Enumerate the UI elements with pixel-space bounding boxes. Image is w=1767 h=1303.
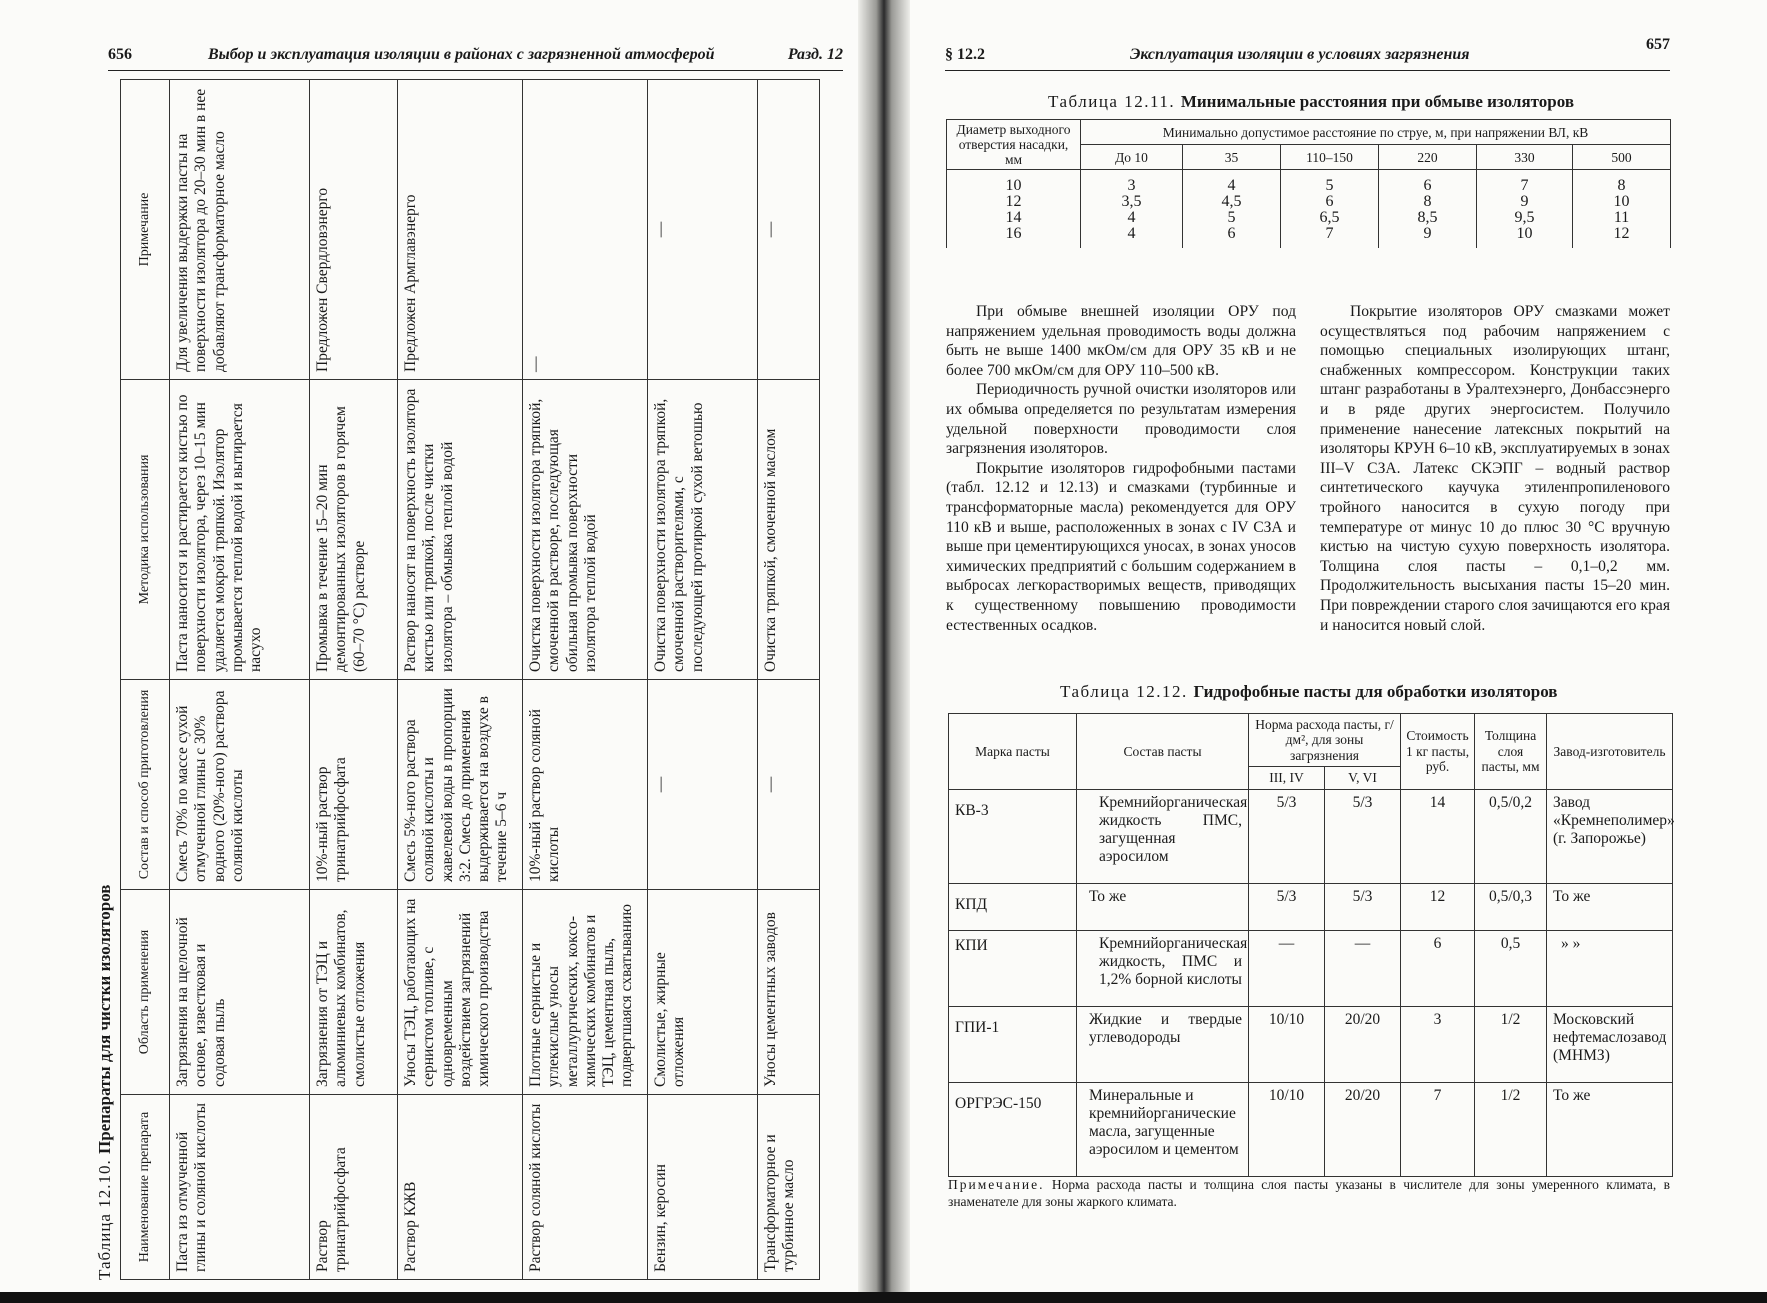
table-12-11-header-row: [947, 120, 1671, 145]
table-cell: Бензин, керосин: [648, 1095, 758, 1280]
table-12-12-note: [948, 1176, 1670, 1210]
table-cell: 20/20: [1325, 1082, 1401, 1176]
table-row: [949, 883, 1673, 930]
table-cell: Раствор КЖВ: [398, 1095, 523, 1280]
table-cell: 12: [1401, 883, 1475, 930]
table-cell: 0,5/0,2: [1475, 789, 1547, 883]
table-cell: —: [1325, 930, 1401, 1006]
table-12-12-caption-title: Гидрофобные пасты для обработки изоляторов: [1193, 682, 1558, 701]
table-cell: 1/2: [1475, 1006, 1547, 1082]
table-cell: 1/2: [1475, 1082, 1547, 1176]
header-cell: Область применения: [121, 890, 170, 1095]
table-cell: —: [523, 80, 648, 380]
left-section-label: Разд. 12: [787, 46, 843, 63]
table-cell: —: [758, 680, 820, 890]
table-cell: Паста наносится и растирается кистью по поверхности изолятора, через 10–15 мин удаляется мокрой тряпкой. Изолятор промывается теплой водой и вытирается насухо: [170, 380, 310, 680]
header-cell: Завод-изготовитель: [1547, 714, 1673, 790]
table-cell: Раствор наносят на поверхность изолятора кистью или тряпкой, после чистки изолятора – обмывка теплой водой: [398, 380, 523, 680]
table-12-10-caption-label: Таблица 12.10.: [95, 1159, 114, 1280]
table-cell: 10 12 14 16: [947, 170, 1081, 249]
right-running-title: Эксплуатация изоляции в условиях загрязнения: [1130, 46, 1470, 63]
body-text-right-column: [1320, 302, 1670, 635]
table-cell: То же: [1077, 883, 1249, 930]
header-cell: До 10: [1081, 145, 1183, 170]
table-cell: Завод «Кремнеполимер» (г. Запорожье): [1547, 789, 1673, 883]
scan-bottom-edge: [0, 1292, 1767, 1303]
header-cell: III, IV: [1249, 767, 1325, 789]
table-cell: ГПИ-1: [949, 1006, 1077, 1082]
table-cell: 14: [1401, 789, 1475, 883]
table-cell: Очистка тряпкой, смоченной маслом: [758, 380, 820, 680]
table-cell: Раствор тринатрийфосфата: [310, 1095, 398, 1280]
table-row: [949, 930, 1673, 1006]
header-cell: Стоимость 1 кг пасты, руб.: [1401, 714, 1475, 790]
right-running-header: [945, 36, 1670, 71]
table-12-10-wrapper: [90, 80, 870, 1290]
table-cell: Паста из отмученной глины и соляной кислоты: [170, 1095, 310, 1280]
table-cell: Смесь 5%-ного раствора соляной кислоты и жавелевой воды в пропорции 3:2. Смесь до применения выдерживается на воздухе в течение 5–6 ч: [398, 680, 523, 890]
table-row: [949, 1006, 1673, 1082]
table-cell: 7 9 9,5 10: [1477, 170, 1573, 249]
paragraph: Периодичность ручной очистки изоляторов или их обмыва определяется по результатам измерения удельной поверхности проводимости слоя загрязнения изоляторов.: [946, 381, 1296, 458]
header-cell: Состав и способ приготовления: [121, 680, 170, 890]
note-label: Примечание.: [948, 1177, 1045, 1192]
table-cell: —: [648, 80, 758, 380]
table-cell: Смесь 70% по массе сухой отмученной глины с 30% водного (20%-ного) раствора соляной кислоты: [170, 680, 310, 890]
body-text-left-column: [946, 302, 1296, 635]
table-cell: КПД: [949, 883, 1077, 930]
table-cell: 0,5/0,3: [1475, 883, 1547, 930]
table-12-12-caption-label: Таблица 12.12.: [1060, 682, 1188, 701]
table-row: [523, 80, 648, 1280]
table-cell: » »: [1547, 930, 1673, 1006]
table-row: [949, 789, 1673, 883]
table-cell: 4 4,5 5 6: [1183, 170, 1281, 249]
table-cell: 10/10: [1249, 1006, 1325, 1082]
table-cell: КВ-3: [949, 789, 1077, 883]
table-12-11: [946, 119, 1671, 248]
header-cell: Норма расхода пасты, г/дм², для зоны загрязнения: [1249, 714, 1401, 767]
table-cell: Плотные сернистые и углекислые уносы металлургических, коксо-химических комбинатов и ТЭЦ, цементная пыль, подвергшаяся схватыванию: [523, 890, 648, 1095]
header-cell: Диаметр выходного отверстия насадки, мм: [947, 120, 1081, 170]
paragraph: Покрытие изоляторов ОРУ смазками может осуществляться под рабочим напряжением с помощью специальных изолирующих штанг, снабженных компрессором. Конструкции таких штанг разработаны в Уралтехэнерго, Донбассэнерго и в ряде других энергосистем. Получило применение нанесение латексных покрытий на изоляторы КРУН 6–10 кВ, эксплуатируемых в зонах III–V СЗА. Латекс СКЭПГ – водный раствор синтетического каучука этиленпропиленового тройного наносится в сухую погоду при температуре от минус 10 до плюс 30 °С вручную кистью на чистую сухую поверхность изолятора. Толщина слоя пасты – 0,1–0,2 мм. Продолжительность высыхания пасты 15–20 мин. При повреждении старого слоя зачищаются его края и наносится новый слой.: [1320, 303, 1670, 634]
left-running-title: Выбор и эксплуатация изоляции в районах с загрязненной атмосферой: [208, 46, 715, 63]
table-12-10: [120, 79, 820, 1280]
table-row: [758, 80, 820, 1280]
table-row: [170, 80, 310, 1280]
header-cell: Примечание: [121, 80, 170, 380]
table-cell: Уносы ТЭЦ, работающих на сернистом топливе, с одновременным воздействием загрязнений химического производства: [398, 890, 523, 1095]
header-cell: Состав пасты: [1077, 714, 1249, 790]
table-cell: Смолистые, жирные отложения: [648, 890, 758, 1095]
header-cell: 35: [1183, 145, 1281, 170]
table-12-10-caption: [90, 80, 120, 1280]
table-cell: Загрязнения от ТЭЦ и алюминиевых комбинатов, смолистые отложения: [310, 890, 398, 1095]
table-cell: 6: [1401, 930, 1475, 1006]
header-cell: 500: [1573, 145, 1671, 170]
table-row: [949, 1082, 1673, 1176]
table-cell: Предложен Армглавэнерго: [398, 80, 523, 380]
table-cell: —: [1249, 930, 1325, 1006]
table-cell: 10/10: [1249, 1082, 1325, 1176]
table-cell: Кремнийорганическая жидкость ПМС, загущенная аэросилом: [1077, 789, 1249, 883]
header-cell: Марка пасты: [949, 714, 1077, 790]
table-cell: Очистка поверхности изолятора тряпкой, смоченной в растворе, последующая обильная промывка поверхности изолятора теплой водой: [523, 380, 648, 680]
header-cell: V, VI: [1325, 767, 1401, 789]
table-cell: 20/20: [1325, 1006, 1401, 1082]
right-section-label: § 12.2: [945, 46, 985, 63]
header-cell: Методика использования: [121, 380, 170, 680]
table-cell: —: [758, 80, 820, 380]
table-12-11-caption-title: Минимальные расстояния при обмыве изоляторов: [1180, 92, 1575, 111]
table-12-10-caption-title: Препараты для чистки изоляторов: [95, 884, 114, 1155]
table-cell: То же: [1547, 883, 1673, 930]
table-12-10-rotated: [90, 80, 860, 1280]
header-cell: Наименование препарата: [121, 1095, 170, 1280]
table-cell: Кремнийорганическая жидкость, ПМС и 1,2% борной кислоты: [1077, 930, 1249, 1006]
header-cell: 110–150: [1281, 145, 1379, 170]
table-row: [310, 80, 398, 1280]
table-cell: 0,5: [1475, 930, 1547, 1006]
table-cell: 5/3: [1249, 789, 1325, 883]
table-cell: 10%-ный раствор соляной кислоты: [523, 680, 648, 890]
table-cell: ОРГРЭС-150: [949, 1082, 1077, 1176]
table-cell: КПИ: [949, 930, 1077, 1006]
table-12-11-body: [947, 170, 1671, 249]
paragraph: Покрытие изоляторов гидрофобными пастами (табл. 12.12 и 12.13) и смазками (турбинные и трансформаторные масла) рекомендуется для ОРУ 110 кВ и выше, расположенных в зонах с IV СЗА и выше при цементирующихся уносах, в зонах уносов химических предприятий с большим содержанием в выбросах легкорастворимых веществ, приводящих к существенному повышению проводимости естественных осадков.: [946, 459, 1296, 634]
table-cell: Очистка поверхности изолятора тряпкой, смоченной растворителями, с последующей протиркой сухой ветошью: [648, 380, 758, 680]
table-cell: Уносы цементных заводов: [758, 890, 820, 1095]
left-running-header: [108, 44, 843, 71]
table-cell: Промывка в течение 15–20 мин демонтированных изоляторов в горячем (60–70 °С) растворе: [310, 380, 398, 680]
right-page-number: 657: [1646, 36, 1670, 53]
header-cell: 330: [1477, 145, 1573, 170]
table-12-12-header-row: [949, 714, 1673, 767]
table-cell: 5/3: [1249, 883, 1325, 930]
table-cell: 3: [1401, 1006, 1475, 1082]
table-cell: Трансформаторное и турбинное масло: [758, 1095, 820, 1280]
table-cell: 6 8 8,5 9: [1379, 170, 1477, 249]
left-page-number: 656: [108, 46, 132, 63]
table-12-11-caption-label: Таблица 12.11.: [1048, 92, 1176, 111]
table-cell: 5/3: [1325, 789, 1401, 883]
table-12-12: [948, 713, 1673, 1177]
table-12-12-caption: [1060, 682, 1557, 702]
table-cell: Загрязнения на щелочной основе, известковая и содовая пыль: [170, 890, 310, 1095]
table-cell: То же: [1547, 1082, 1673, 1176]
table-cell: 3 3,5 4 4: [1081, 170, 1183, 249]
table-cell: Жидкие и твердые углеводороды: [1077, 1006, 1249, 1082]
table-cell: 8 10 11 12: [1573, 170, 1671, 249]
table-cell: —: [648, 680, 758, 890]
table-cell: 7: [1401, 1082, 1475, 1176]
table-cell: 10%-ный раствор тринатрийфосфата: [310, 680, 398, 890]
table-cell: 5/3: [1325, 883, 1401, 930]
paragraph: При обмыве внешней изоляции ОРУ под напряжением удельная проводимость воды должна быть не выше 1400 мкОм/см для ОРУ 35 кВ и не более 700 мкОм/см для ОРУ 110–500 кВ.: [946, 303, 1296, 379]
table-row: [648, 80, 758, 1280]
table-12-10-header-row: [121, 80, 170, 1280]
table-cell: 5 6 6,5 7: [1281, 170, 1379, 249]
table-row: [398, 80, 523, 1280]
table-cell: Для увеличения выдержки пасты на поверхности изолятора до 20–30 мин в нее добавляют трансформаторное масло: [170, 80, 310, 380]
table-cell: Минеральные и кремнийорганические масла, загущенные аэросилом и цементом: [1077, 1082, 1249, 1176]
header-cell: 220: [1379, 145, 1477, 170]
note-text: Норма расхода пасты и толщина слоя пасты указаны в числителе для зоны умеренного климата, в знаменателе для зоны жаркого климата.: [948, 1177, 1670, 1209]
table-cell: Раствор соляной кислоты: [523, 1095, 648, 1280]
table-12-11-caption: [1048, 92, 1574, 112]
header-cell: Минимально допустимое расстояние по струе, м, при напряжении ВЛ, кВ: [1081, 120, 1671, 145]
table-cell: Предложен Свердловэнерго: [310, 80, 398, 380]
header-cell: Толщина слоя пасты, мм: [1475, 714, 1547, 790]
table-cell: Московский нефтемаслозавод (МНМЗ): [1547, 1006, 1673, 1082]
